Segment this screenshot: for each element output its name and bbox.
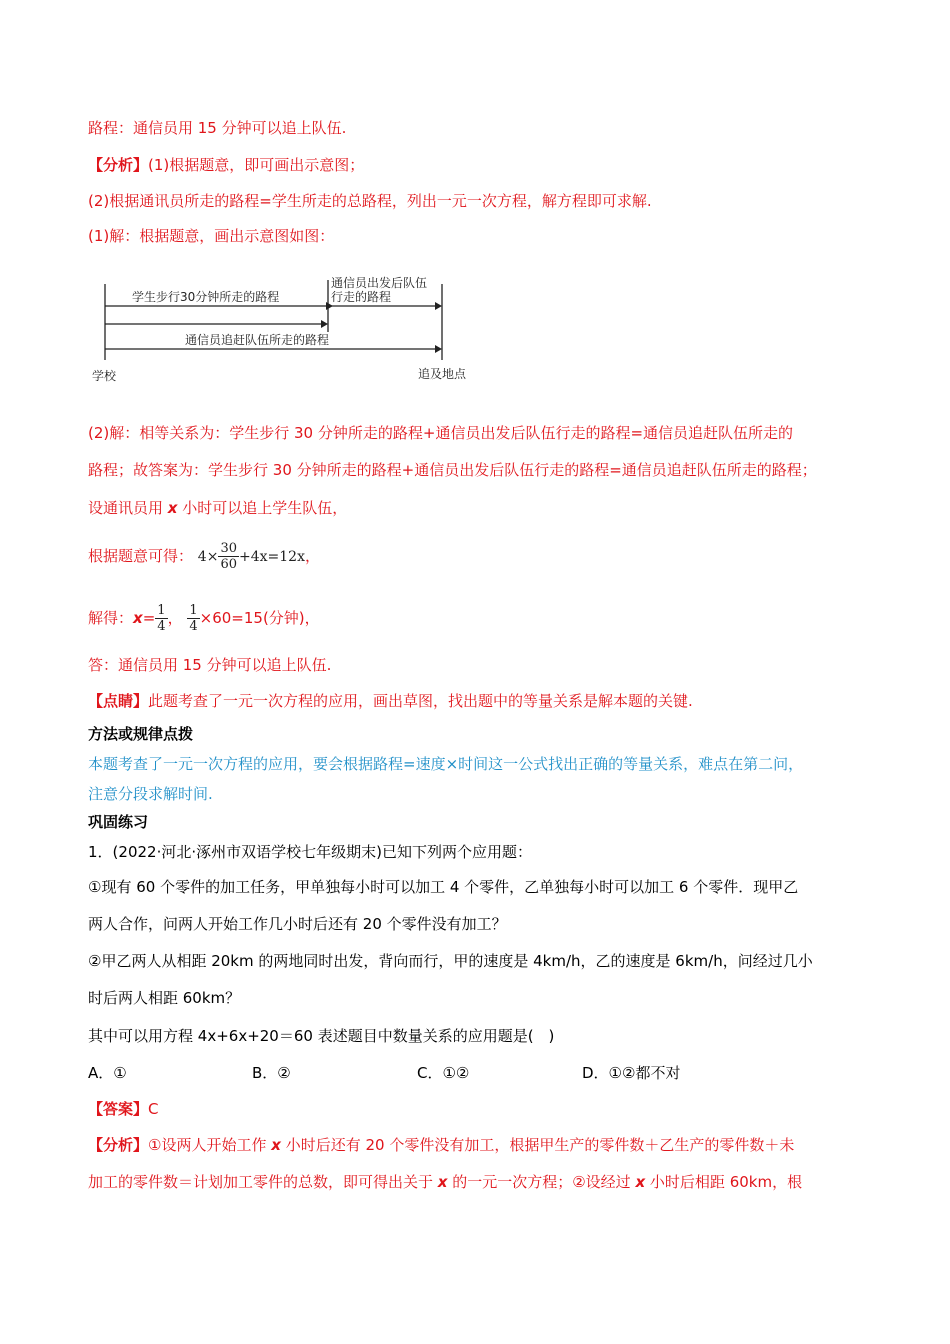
var-x: x — [167, 499, 178, 517]
an2-x: x — [271, 1136, 281, 1154]
equation-line — [88, 536, 320, 577]
label-team-walk-1: 通信员出发后队伍 — [331, 276, 428, 290]
label-meet: 追及地点 — [418, 367, 467, 381]
solution-part2-line-1: (2)解：相等关系为：学生步行 30 分钟所走的路程+通信员出发后队伍行走的路程=通信员追赶队伍所走的 — [88, 424, 794, 442]
comment-line — [88, 691, 693, 711]
answer-line: 答：通信员用 15 分钟可以追上队伍. — [88, 656, 332, 674]
equation-prefix: 根据题意可得： — [88, 547, 194, 565]
answer-analysis-line-1 — [88, 1135, 794, 1155]
fraction-1-4-b: $\frac{1}{4}$ — [189, 603, 198, 634]
equation-part-a: 4× — [197, 549, 219, 565]
solve-prefix: 解得： — [88, 609, 134, 627]
label-school: 学校 — [92, 369, 117, 383]
method-line-1: 本题考查了一元一次方程的应用，要会根据路程=速度×时间这一公式找出正确的等量关系，难点在第二问， — [88, 755, 804, 773]
an2-a: ①设两人开始工作 — [148, 1136, 272, 1154]
solution-part1-line: (1)解：根据题意，画出示意图如图： — [88, 227, 335, 245]
question-1-item-b-2: 时后两人相距 60km？ — [88, 989, 241, 1007]
an3-x2: x — [635, 1173, 646, 1191]
ask-suffix: 表述题目中数量关系的应用题是( ) — [312, 1027, 555, 1045]
an3-a: 加工的零件数＝计划加工零件的总数，即可得出关于 — [88, 1173, 438, 1191]
analysis-tag: 【分析】 — [88, 156, 149, 174]
label-team-walk-2: 行走的路程 — [331, 290, 392, 304]
ask-prefix: 其中可以用方程 — [88, 1027, 198, 1045]
option-a: A．① — [88, 1064, 127, 1082]
equation-part-b: +4x=12x — [238, 549, 305, 565]
an3-c: 小时后相距 60km，根 — [645, 1173, 803, 1191]
method-heading: 方法或规律点拨 — [88, 725, 194, 743]
label-chase: 通信员追赶队伍所走的路程 — [185, 333, 330, 347]
let-variable-line — [88, 498, 347, 518]
solution-line-1: 路程：通信员用 15 分钟可以追上队伍. — [88, 119, 347, 137]
an2-b: 小时后还有 20 个零件没有加工，根据甲生产的零件数＋乙生产的零件数＋未 — [280, 1136, 795, 1154]
solve-line — [88, 598, 320, 638]
option-d: D．①②都不对 — [582, 1064, 681, 1082]
comment-text: 此题考查了一元一次方程的应用，画出草图，找出题中的等量关系是解本题的关键. — [148, 692, 693, 710]
option-b: B．② — [252, 1064, 291, 1082]
solution-part2-line-2: 路程；故答案为：学生步行 30 分钟所走的路程+通信员出发后队伍行走的路程=通信员追赶队伍所走的路程； — [88, 461, 817, 479]
practice-heading: 巩固练习 — [88, 813, 149, 831]
question-1-item-a-1: ①现有 60 个零件的加工任务，甲单独每小时可以加工 4 个零件，乙单独每小时可以加工 6 个零件．现甲乙 — [88, 878, 799, 896]
method-line-2: 注意分段求解时间. — [88, 785, 213, 803]
solve-sep: ， — [167, 609, 183, 627]
let-suffix: 小时可以追上学生队伍， — [177, 499, 348, 517]
answer-analysis-tag: 【分析】 — [88, 1136, 149, 1154]
solve-suffix: ×60=15(分钟)， — [199, 609, 320, 627]
fraction-30-60: $\frac{30}{60}$ — [220, 541, 237, 572]
answer-value: C — [148, 1100, 159, 1118]
label-student-walk: 学生步行30分钟所走的路程 — [132, 290, 280, 304]
route-diagram — [90, 272, 490, 388]
an3-b: 的一元一次方程；②设经过 — [447, 1173, 636, 1191]
comment-tag: 【点睛】 — [88, 692, 149, 710]
question-1-item-a-2: 两人合作，问两人开始工作几小时后还有 20 个零件没有加工？ — [88, 915, 507, 933]
question-1-item-b-1: ②甲乙两人从相距 20km 的两地同时出发，背向而行，甲的速度是 4km/h，乙的速度是 6km/h，问经过几小 — [88, 952, 813, 970]
analysis-line-2: (2)根据通讯员所走的路程=学生所走的总路程，列出一元一次方程，解方程即可求解. — [88, 192, 652, 210]
solve-var: x — [133, 609, 143, 627]
question-1-ask — [88, 1026, 554, 1046]
let-prefix: 设通讯员用 — [88, 499, 168, 517]
question-1-stem: 1．(2022·河北·涿州市双语学校七年级期末)已知下列两个应用题： — [88, 843, 532, 861]
an3-x: x — [437, 1173, 448, 1191]
answer-analysis-line-2 — [88, 1172, 802, 1192]
analysis-text: (1)根据题意，即可画出示意图； — [148, 156, 365, 174]
answer-key-line — [88, 1099, 159, 1119]
option-c: C．①② — [417, 1064, 470, 1082]
equation-suffix: ， — [304, 547, 320, 565]
solve-eq: = — [142, 609, 156, 627]
answer-tag: 【答案】 — [88, 1100, 149, 1118]
fraction-1-4: $\frac{1}{4}$ — [157, 603, 166, 634]
ask-equation: 4x+6x+20＝60 — [197, 1027, 313, 1045]
analysis-line — [88, 155, 364, 175]
